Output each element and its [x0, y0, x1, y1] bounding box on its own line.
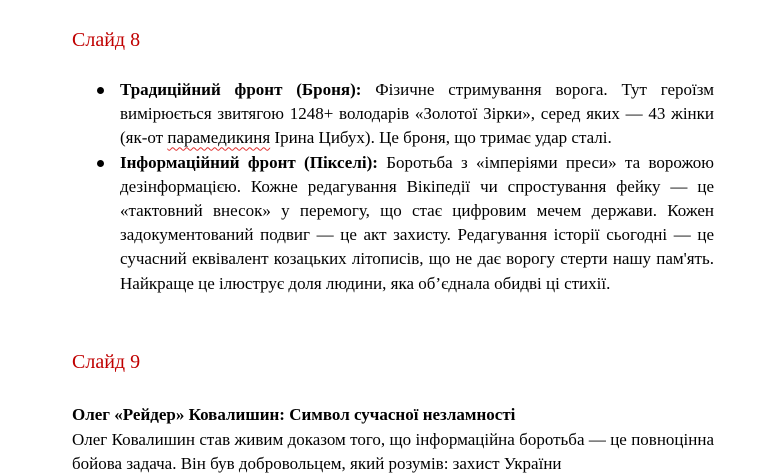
slide-9-heading: Слайд 9 [72, 351, 141, 373]
section-paragraph: Олег Ковалишин став живим доказом того, що інформаційна боротьба — це повноцінна бойова задача. Він був добровольцем, який розумів: захист України [72, 430, 714, 474]
slide-8-bullet-list [0, 78, 759, 296]
bullet-text [120, 151, 714, 296]
spellcheck-flagged-word[interactable]: парамедикиня [167, 128, 271, 148]
bullet-title: Інформаційний фронт (Пікселі): [120, 152, 378, 172]
bullet-traditional-front [0, 78, 759, 151]
section-title: Олег «Рейдер» Ковалишин: Символ сучасної незламності [72, 405, 516, 424]
bullet-body: Фізичне стримування ворога. Тут героїзм вимірюється звитягою 1248+ володарів «Золотої Зірки», серед яких — 43 жінки (як-от [120, 80, 714, 148]
bullet-title: Традиційний фронт (Броня): [120, 80, 362, 99]
slide-8-heading: Слайд 8 [72, 29, 141, 51]
bullet-body: Боротьба з «імперіями преси» та ворожою дезінформацією. Кожне редагування Вікіпедії чи спростування фейку — це «тактовний внесок» у перемогу, що стає цифровим мечем держави. Кожен задокументований подвиг — це акт захисту. Редагування історії сьогодні — це сучасний еквівалент козацьких літописів, що не дає ворогу стерти нашу пам'ять. Найкраще це ілюструє доля людини, яка об’єднала обидві ці стихії. [120, 152, 714, 293]
bullet-text [120, 78, 714, 151]
bullet-information-front [0, 151, 759, 296]
bullet-dot-icon [97, 160, 104, 167]
bullet-dot-icon [97, 87, 104, 94]
bullet-body-end: Ірина Цибух). Це броня, що тримає удар сталі. [270, 128, 612, 148]
